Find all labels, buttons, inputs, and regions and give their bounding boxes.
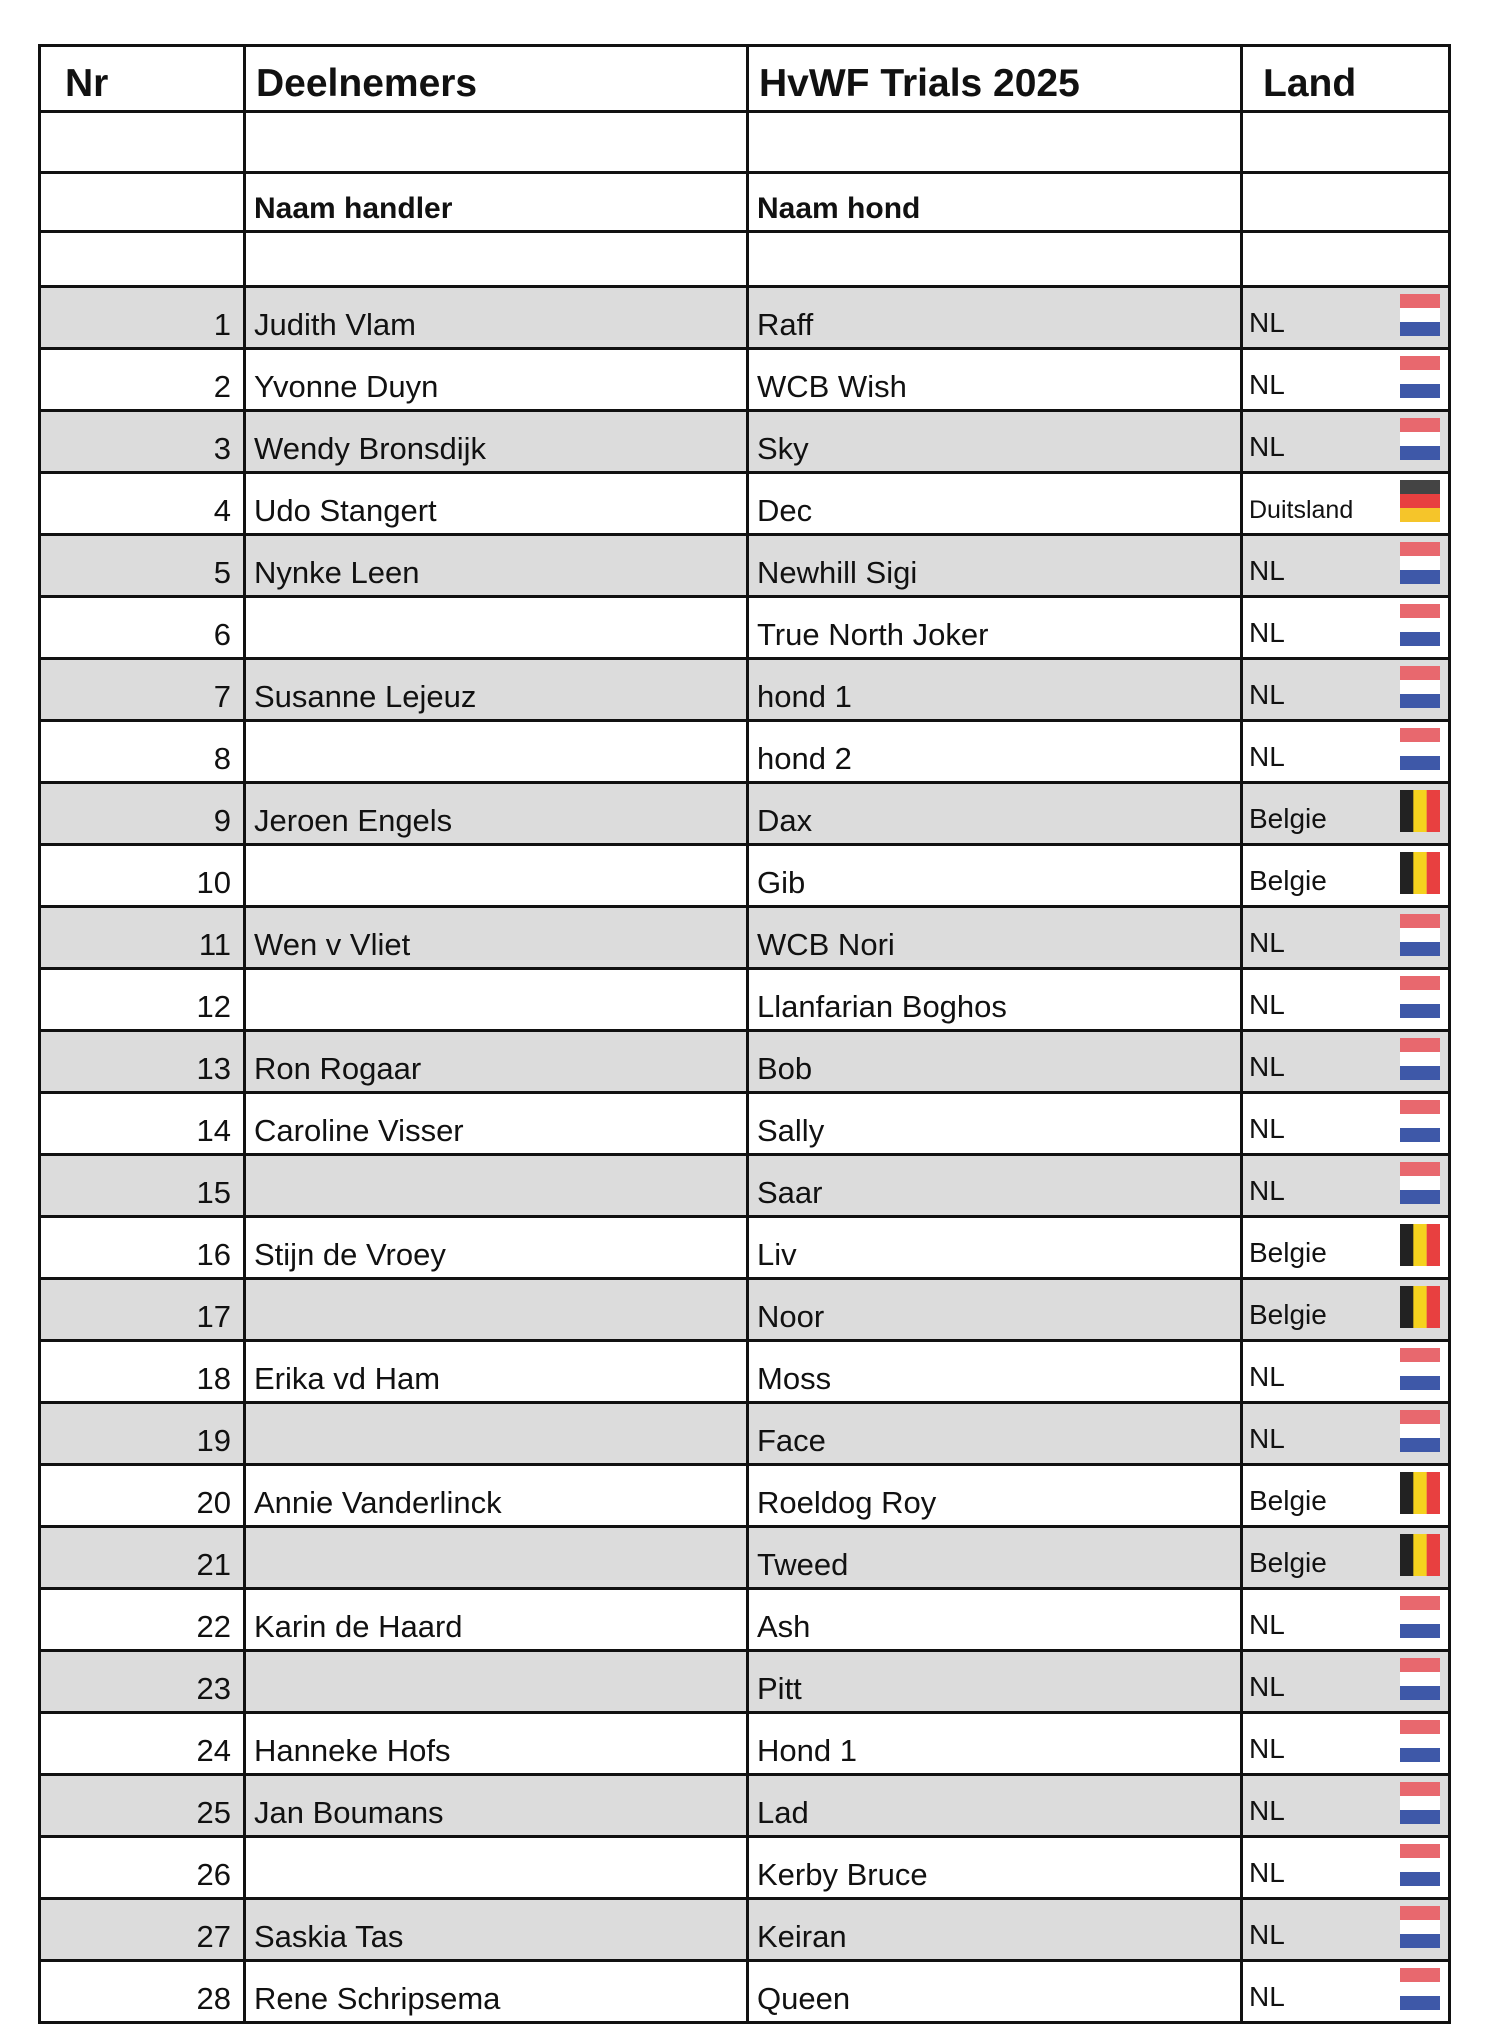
country-label: NL bbox=[1249, 1113, 1285, 1144]
country-label: NL bbox=[1249, 1051, 1285, 1082]
empty-cell bbox=[1242, 112, 1450, 173]
country-label: NL bbox=[1249, 1175, 1285, 1206]
country-label: NL bbox=[1249, 1919, 1285, 1950]
row-number: 8 bbox=[40, 721, 245, 783]
row-number: 20 bbox=[40, 1465, 245, 1527]
row-number: 25 bbox=[40, 1775, 245, 1837]
empty-cell bbox=[40, 173, 245, 232]
row-number: 9 bbox=[40, 783, 245, 845]
be-flag-icon bbox=[1400, 852, 1440, 894]
dog-name: Newhill Sigi bbox=[748, 535, 1242, 597]
nl-flag-icon bbox=[1400, 418, 1440, 460]
dog-name: Queen bbox=[748, 1961, 1242, 2023]
nl-flag-icon bbox=[1400, 1038, 1440, 1080]
country-label: NL bbox=[1249, 1609, 1285, 1640]
handler-name: Susanne Lejeuz bbox=[245, 659, 748, 721]
subheader-handler: Naam handler bbox=[245, 173, 748, 232]
nl-flag-icon bbox=[1400, 1162, 1440, 1204]
handler-name: Caroline Visser bbox=[245, 1093, 748, 1155]
country-cell bbox=[1242, 659, 1450, 721]
handler-name: Annie Vanderlinck bbox=[245, 1465, 748, 1527]
nl-flag-icon bbox=[1400, 976, 1440, 1018]
empty-row bbox=[40, 232, 1450, 287]
row-number: 18 bbox=[40, 1341, 245, 1403]
empty-row bbox=[40, 112, 1450, 173]
row-number: 27 bbox=[40, 1899, 245, 1961]
empty-cell bbox=[40, 232, 245, 287]
nl-flag-icon bbox=[1400, 1596, 1440, 1638]
table-row bbox=[40, 411, 1450, 473]
dog-name: Noor bbox=[748, 1279, 1242, 1341]
handler-name: Wendy Bronsdijk bbox=[245, 411, 748, 473]
dog-name: Lad bbox=[748, 1775, 1242, 1837]
dog-name: Pitt bbox=[748, 1651, 1242, 1713]
country-label: NL bbox=[1249, 989, 1285, 1020]
country-cell bbox=[1242, 1651, 1450, 1713]
handler-name bbox=[245, 845, 748, 907]
table-row bbox=[40, 473, 1450, 535]
handler-name bbox=[245, 597, 748, 659]
dog-name: Hond 1 bbox=[748, 1713, 1242, 1775]
header-participants: Deelnemers bbox=[245, 46, 748, 112]
row-number: 16 bbox=[40, 1217, 245, 1279]
country-label: Duitsland bbox=[1249, 496, 1354, 524]
country-cell bbox=[1242, 1031, 1450, 1093]
table-row bbox=[40, 1341, 1450, 1403]
country-label: NL bbox=[1249, 679, 1285, 710]
nl-flag-icon bbox=[1400, 1906, 1440, 1948]
handler-name: Hanneke Hofs bbox=[245, 1713, 748, 1775]
table-row bbox=[40, 1589, 1450, 1651]
dog-name: Liv bbox=[748, 1217, 1242, 1279]
country-cell bbox=[1242, 783, 1450, 845]
country-label: NL bbox=[1249, 1795, 1285, 1826]
country-label: NL bbox=[1249, 1733, 1285, 1764]
row-number: 17 bbox=[40, 1279, 245, 1341]
handler-name: Nynke Leen bbox=[245, 535, 748, 597]
row-number: 19 bbox=[40, 1403, 245, 1465]
empty-cell bbox=[1242, 173, 1450, 232]
row-number: 13 bbox=[40, 1031, 245, 1093]
country-cell bbox=[1242, 473, 1450, 535]
header-country: Land bbox=[1242, 46, 1450, 112]
empty-cell bbox=[748, 232, 1242, 287]
table-row bbox=[40, 1217, 1450, 1279]
row-number: 6 bbox=[40, 597, 245, 659]
row-number: 11 bbox=[40, 907, 245, 969]
table-row bbox=[40, 969, 1450, 1031]
country-cell bbox=[1242, 969, 1450, 1031]
table-row bbox=[40, 845, 1450, 907]
handler-name bbox=[245, 1155, 748, 1217]
row-number: 15 bbox=[40, 1155, 245, 1217]
empty-cell bbox=[245, 232, 748, 287]
country-cell bbox=[1242, 411, 1450, 473]
country-label: NL bbox=[1249, 1857, 1285, 1888]
country-label: NL bbox=[1249, 1361, 1285, 1392]
country-cell bbox=[1242, 1093, 1450, 1155]
country-label: NL bbox=[1249, 617, 1285, 648]
nl-flag-icon bbox=[1400, 356, 1440, 398]
header-nr: Nr bbox=[40, 46, 245, 112]
country-cell bbox=[1242, 1589, 1450, 1651]
country-cell bbox=[1242, 1899, 1450, 1961]
country-label: NL bbox=[1249, 1423, 1285, 1454]
table-row bbox=[40, 1899, 1450, 1961]
table-row bbox=[40, 1961, 1450, 2023]
be-flag-icon bbox=[1400, 790, 1440, 832]
handler-name bbox=[245, 1651, 748, 1713]
country-cell bbox=[1242, 1465, 1450, 1527]
dog-name: WCB Wish bbox=[748, 349, 1242, 411]
country-label: Belgie bbox=[1249, 803, 1327, 834]
handler-name bbox=[245, 721, 748, 783]
country-label: NL bbox=[1249, 1671, 1285, 1702]
handler-name: Judith Vlam bbox=[245, 287, 748, 349]
handler-name bbox=[245, 1527, 748, 1589]
country-cell bbox=[1242, 1837, 1450, 1899]
country-cell bbox=[1242, 535, 1450, 597]
row-number: 3 bbox=[40, 411, 245, 473]
dog-name: Dec bbox=[748, 473, 1242, 535]
country-label: NL bbox=[1249, 741, 1285, 772]
table-row bbox=[40, 1713, 1450, 1775]
country-label: NL bbox=[1249, 307, 1285, 338]
row-number: 7 bbox=[40, 659, 245, 721]
row-number: 22 bbox=[40, 1589, 245, 1651]
handler-name: Jeroen Engels bbox=[245, 783, 748, 845]
country-cell bbox=[1242, 1403, 1450, 1465]
country-cell bbox=[1242, 1217, 1450, 1279]
country-label: Belgie bbox=[1249, 1547, 1327, 1578]
nl-flag-icon bbox=[1400, 914, 1440, 956]
dog-name: Gib bbox=[748, 845, 1242, 907]
country-cell bbox=[1242, 1775, 1450, 1837]
country-cell bbox=[1242, 845, 1450, 907]
table-row bbox=[40, 659, 1450, 721]
country-cell bbox=[1242, 721, 1450, 783]
country-label: NL bbox=[1249, 927, 1285, 958]
country-cell bbox=[1242, 1713, 1450, 1775]
handler-name: Erika vd Ham bbox=[245, 1341, 748, 1403]
row-number: 1 bbox=[40, 287, 245, 349]
table-row bbox=[40, 1651, 1450, 1713]
country-cell bbox=[1242, 1279, 1450, 1341]
table-row bbox=[40, 783, 1450, 845]
empty-cell bbox=[245, 112, 748, 173]
table-row bbox=[40, 1837, 1450, 1899]
handler-name bbox=[245, 969, 748, 1031]
country-label: NL bbox=[1249, 431, 1285, 462]
nl-flag-icon bbox=[1400, 294, 1440, 336]
row-number: 4 bbox=[40, 473, 245, 535]
be-flag-icon bbox=[1400, 1286, 1440, 1328]
row-number: 28 bbox=[40, 1961, 245, 2023]
nl-flag-icon bbox=[1400, 604, 1440, 646]
header-event: HvWF Trials 2025 bbox=[748, 46, 1242, 112]
country-cell bbox=[1242, 349, 1450, 411]
country-label: Belgie bbox=[1249, 1237, 1327, 1268]
dog-name: Face bbox=[748, 1403, 1242, 1465]
table-row bbox=[40, 349, 1450, 411]
row-number: 5 bbox=[40, 535, 245, 597]
dog-name: Keiran bbox=[748, 1899, 1242, 1961]
handler-name bbox=[245, 1837, 748, 1899]
table-row bbox=[40, 1403, 1450, 1465]
country-cell bbox=[1242, 907, 1450, 969]
table-row bbox=[40, 535, 1450, 597]
participants-table-body bbox=[40, 46, 1450, 2023]
nl-flag-icon bbox=[1400, 1720, 1440, 1762]
country-label: NL bbox=[1249, 1981, 1285, 2012]
participants-table bbox=[38, 44, 1451, 2024]
row-number: 14 bbox=[40, 1093, 245, 1155]
handler-name: Stijn de Vroey bbox=[245, 1217, 748, 1279]
dog-name: Sky bbox=[748, 411, 1242, 473]
dog-name: WCB Nori bbox=[748, 907, 1242, 969]
country-cell bbox=[1242, 1961, 1450, 2023]
handler-name: Ron Rogaar bbox=[245, 1031, 748, 1093]
row-number: 21 bbox=[40, 1527, 245, 1589]
row-number: 12 bbox=[40, 969, 245, 1031]
handler-name: Yvonne Duyn bbox=[245, 349, 748, 411]
dog-name: Bob bbox=[748, 1031, 1242, 1093]
nl-flag-icon bbox=[1400, 1844, 1440, 1886]
nl-flag-icon bbox=[1400, 1782, 1440, 1824]
dog-name: hond 1 bbox=[748, 659, 1242, 721]
handler-name bbox=[245, 1403, 748, 1465]
dog-name: Sally bbox=[748, 1093, 1242, 1155]
handler-name: Saskia Tas bbox=[245, 1899, 748, 1961]
nl-flag-icon bbox=[1400, 666, 1440, 708]
country-cell bbox=[1242, 597, 1450, 659]
table-row bbox=[40, 1031, 1450, 1093]
dog-name: Ash bbox=[748, 1589, 1242, 1651]
nl-flag-icon bbox=[1400, 1658, 1440, 1700]
header-row bbox=[40, 46, 1450, 112]
dog-name: True North Joker bbox=[748, 597, 1242, 659]
nl-flag-icon bbox=[1400, 1348, 1440, 1390]
nl-flag-icon bbox=[1400, 542, 1440, 584]
country-cell bbox=[1242, 287, 1450, 349]
nl-flag-icon bbox=[1400, 1968, 1440, 2010]
dog-name: Saar bbox=[748, 1155, 1242, 1217]
row-number: 24 bbox=[40, 1713, 245, 1775]
nl-flag-icon bbox=[1400, 1410, 1440, 1452]
table-row bbox=[40, 287, 1450, 349]
table-row bbox=[40, 1465, 1450, 1527]
handler-name: Udo Stangert bbox=[245, 473, 748, 535]
be-flag-icon bbox=[1400, 1534, 1440, 1576]
handler-name: Karin de Haard bbox=[245, 1589, 748, 1651]
table-row bbox=[40, 721, 1450, 783]
row-number: 26 bbox=[40, 1837, 245, 1899]
handler-name: Jan Boumans bbox=[245, 1775, 748, 1837]
dog-name: hond 2 bbox=[748, 721, 1242, 783]
dog-name: Kerby Bruce bbox=[748, 1837, 1242, 1899]
table-row bbox=[40, 1279, 1450, 1341]
row-number: 10 bbox=[40, 845, 245, 907]
empty-cell bbox=[40, 112, 245, 173]
dog-name: Tweed bbox=[748, 1527, 1242, 1589]
table-row bbox=[40, 1155, 1450, 1217]
dog-name: Roeldog Roy bbox=[748, 1465, 1242, 1527]
country-cell bbox=[1242, 1341, 1450, 1403]
table-row bbox=[40, 1093, 1450, 1155]
dog-name: Moss bbox=[748, 1341, 1242, 1403]
be-flag-icon bbox=[1400, 1472, 1440, 1514]
dog-name: Llanfarian Boghos bbox=[748, 969, 1242, 1031]
de-flag-icon bbox=[1400, 480, 1440, 522]
be-flag-icon bbox=[1400, 1224, 1440, 1266]
row-number: 23 bbox=[40, 1651, 245, 1713]
country-label: NL bbox=[1249, 369, 1285, 400]
table-row bbox=[40, 907, 1450, 969]
country-label: Belgie bbox=[1249, 1485, 1327, 1516]
table-row bbox=[40, 597, 1450, 659]
nl-flag-icon bbox=[1400, 1100, 1440, 1142]
handler-name: Wen v Vliet bbox=[245, 907, 748, 969]
country-cell bbox=[1242, 1527, 1450, 1589]
subheader-dog: Naam hond bbox=[748, 173, 1242, 232]
table-row bbox=[40, 1775, 1450, 1837]
country-label: Belgie bbox=[1249, 1299, 1327, 1330]
country-label: NL bbox=[1249, 555, 1285, 586]
country-cell bbox=[1242, 1155, 1450, 1217]
nl-flag-icon bbox=[1400, 728, 1440, 770]
row-number: 2 bbox=[40, 349, 245, 411]
country-label: Belgie bbox=[1249, 865, 1327, 896]
dog-name: Dax bbox=[748, 783, 1242, 845]
dog-name: Raff bbox=[748, 287, 1242, 349]
handler-name bbox=[245, 1279, 748, 1341]
subheader-row bbox=[40, 173, 1450, 232]
table-row bbox=[40, 1527, 1450, 1589]
handler-name: Rene Schripsema bbox=[245, 1961, 748, 2023]
empty-cell bbox=[1242, 232, 1450, 287]
empty-cell bbox=[748, 112, 1242, 173]
